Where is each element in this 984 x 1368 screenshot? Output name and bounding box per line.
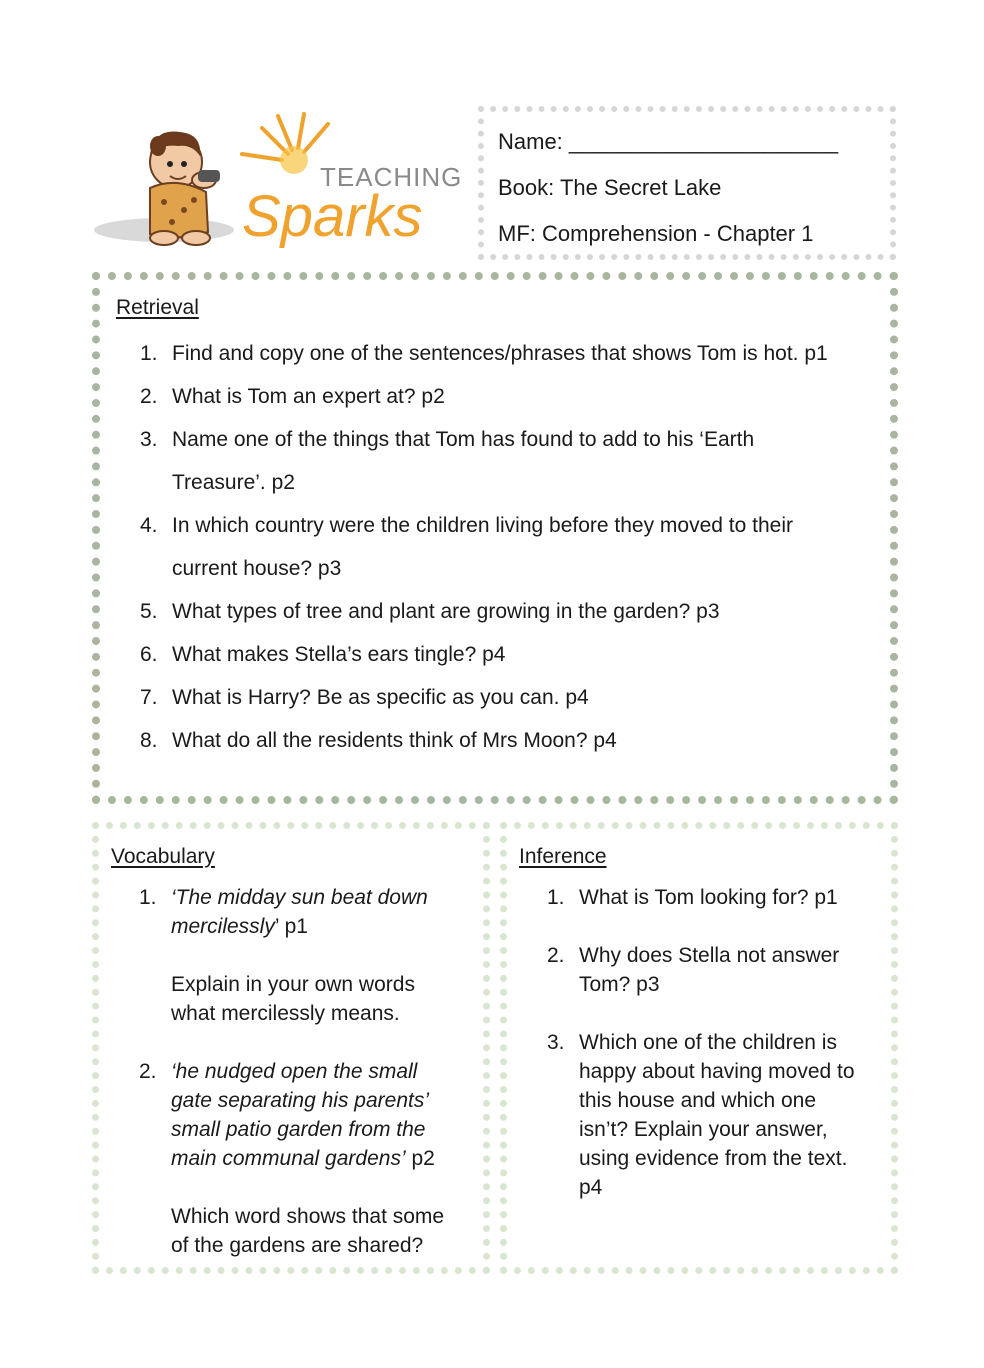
vocabulary-heading: Vocabulary	[111, 845, 215, 868]
question-number: 1.	[140, 342, 158, 365]
question-text: What do all the residents think of Mrs Moon? p4	[172, 729, 617, 752]
quote-text: main communal gardens’	[171, 1147, 406, 1170]
inference-section	[500, 822, 898, 1274]
question-number: 7.	[140, 686, 158, 709]
student-info-box	[478, 106, 896, 260]
subject-line: MF: Comprehension - Chapter 1	[498, 221, 814, 246]
retrieval-question-8	[140, 719, 870, 762]
vocabulary-section	[92, 822, 490, 1274]
retrieval-question-7	[140, 676, 870, 719]
task-text: Which word shows that some	[171, 1205, 445, 1228]
question-text: What is Tom an expert at? p2	[172, 385, 445, 408]
retrieval-question-6	[140, 633, 870, 676]
question-text: Find and copy one of the sentences/phrases that shows Tom is hot. p1	[172, 342, 828, 365]
question-number: 2.	[140, 385, 158, 408]
question-number: 3.	[547, 1031, 565, 1054]
question-text: In which country were the children living before they moved to their	[172, 514, 793, 537]
question-number: 1.	[547, 886, 565, 909]
question-number: 6.	[140, 643, 158, 666]
teaching-sparks-logo	[92, 110, 464, 260]
retrieval-heading: Retrieval	[116, 296, 199, 319]
question-text: this house and which one	[579, 1089, 816, 1112]
inference-heading: Inference	[519, 845, 607, 868]
retrieval-section	[92, 272, 898, 804]
question-text: What is Harry? Be as specific as you can. p4	[172, 686, 589, 709]
quote-text: mercilessly	[171, 915, 275, 938]
question-text-continued: Treasure’. p2	[172, 471, 295, 494]
question-text-continued: current house? p3	[172, 557, 342, 580]
inference-question-2	[547, 941, 879, 1028]
question-text: What makes Stella’s ears tingle? p4	[172, 643, 506, 666]
question-text: isn’t? Explain your answer,	[579, 1118, 828, 1141]
question-number: 8.	[140, 729, 158, 752]
quote-text: gate separating his parents’	[171, 1089, 429, 1112]
retrieval-question-5	[140, 590, 870, 633]
quote-text: ‘he nudged open the small	[171, 1060, 418, 1083]
name-field[interactable]: Name: ______________________	[498, 129, 839, 154]
question-text: Name one of the things that Tom has found to add to his ‘Earth	[172, 428, 755, 451]
inference-question-list	[547, 883, 879, 1202]
vocabulary-question-2	[139, 1057, 469, 1260]
question-number: 3.	[140, 428, 158, 451]
book-title: Book: The Secret Lake	[498, 175, 722, 200]
question-number: 2.	[139, 1060, 157, 1083]
retrieval-question-4	[140, 504, 870, 590]
logo-word-teaching: TEACHING	[320, 162, 463, 192]
retrieval-question-1	[140, 332, 870, 375]
page-ref: ’ p1	[274, 915, 308, 938]
logo-word-sparks: Sparks	[242, 184, 423, 249]
page-ref: p4	[579, 1176, 603, 1199]
retrieval-question-list	[140, 332, 870, 762]
retrieval-question-2	[140, 375, 870, 418]
question-text: using evidence from the text.	[579, 1147, 848, 1170]
question-text: Tom? p3	[579, 973, 660, 996]
question-text: What is Tom looking for? p1	[579, 886, 838, 909]
question-text: Why does Stella not answer	[579, 944, 840, 967]
page-ref: p2	[405, 1147, 435, 1170]
inference-question-1	[547, 883, 879, 941]
vocabulary-question-list	[139, 883, 469, 1260]
question-text: What types of tree and plant are growing in the garden? p3	[172, 600, 720, 623]
question-text: happy about having moved to	[579, 1060, 855, 1083]
quote-text: small patio garden from the	[171, 1118, 426, 1141]
retrieval-question-3	[140, 418, 870, 504]
vocabulary-question-1	[139, 883, 469, 1057]
question-number: 4.	[140, 514, 158, 537]
question-text: Which one of the children is	[579, 1031, 837, 1054]
question-number: 5.	[140, 600, 158, 623]
task-text: of the gardens are shared?	[171, 1234, 424, 1257]
question-number: 2.	[547, 944, 565, 967]
quote-text: ‘The midday sun beat down	[171, 886, 428, 909]
inference-question-3	[547, 1028, 879, 1202]
task-text: what mercilessly means.	[171, 1002, 400, 1025]
question-number: 1.	[139, 886, 157, 909]
task-text: Explain in your own words	[171, 973, 415, 996]
